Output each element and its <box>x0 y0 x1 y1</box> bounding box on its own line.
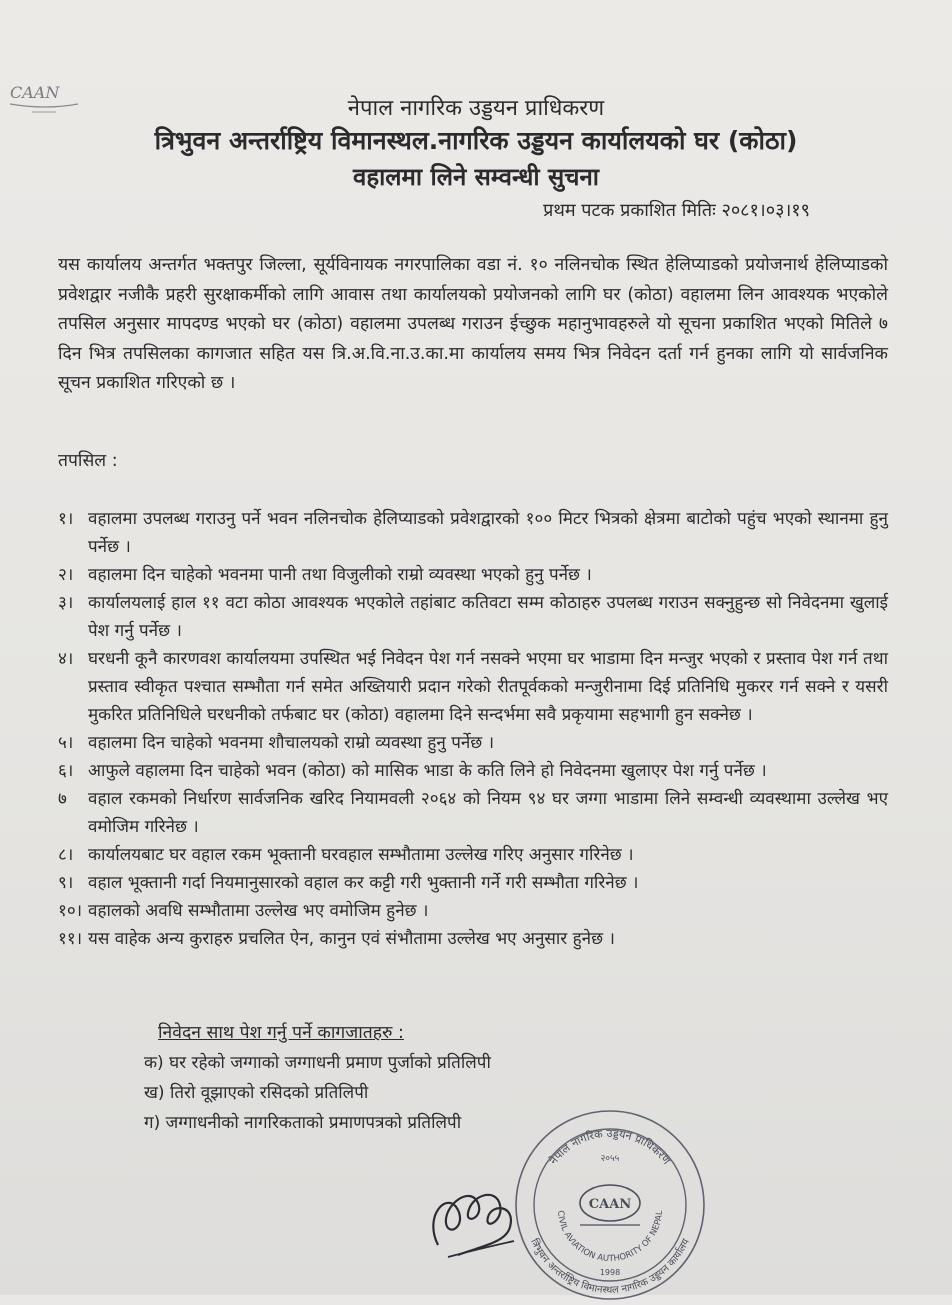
intro-paragraph: यस कार्यालय अन्तर्गत भक्तपुर जिल्ला, सूर्यविनायक नगरपालिका वडा नं. १० नलिनचोक स्थित हेलिप्याडको प्रयोजनार्थ हेलिप्याडको प्रवेशद्वार नजीकै प्रहरी सुरक्षाकर्मीको लागि आवास तथा कार्यालयको प्रयोजनको लागि घर (कोठा) वहालमा लिन आवश्यक भएकोले तपसिल अनुसार मापदण्ड भएको घर (कोठा) वहालमा उपलब्ध गराउन ईच्छुक महानुभावहरुले यो सूचना प्रकाशित भएको मितिले ७ दिन भित्र तपसिलका कागजात सहित यस त्रि.अ.वि.ना.उ.का.मा कार्यालय समय भित्र निवेदन दर्ता गर्न हुनका लागि यो सार्वजनिक सूचन प्रकाशित गरिएको छ । <box>58 255 888 393</box>
svg-text:नेपाल नागरिक उड्डयन प्राधिकरण: नेपाल नागरिक उड्डयन प्राधिकरण <box>546 1126 673 1168</box>
svg-text:२०५५: २०५५ <box>600 1154 620 1164</box>
document-item: ग) जग्गाधनीको नागरिकताको प्रमाणपत्रको प्रतिलिपी <box>144 1113 462 1133</box>
term-text: वहालको अवधि सम्भौतामा उल्लेख भए वमोजिम हुनेछ । <box>88 901 429 921</box>
term-item <box>58 645 888 729</box>
document-item: ख) तिरो वूझाएको रसिदको प्रतिलिपी <box>144 1083 369 1103</box>
org-name: नेपाल नागरिक उड्डयन प्राधिकरण <box>347 96 605 121</box>
svg-text:त्रिभुवन अन्तर्राष्ट्रिय विमान: त्रिभुवन अन्तर्राष्ट्रिय विमानस्थल नागरिक उड्डयन कार्यालय <box>528 1237 692 1297</box>
publish-date: प्रथम पटक प्रकाशित मितिः २०८१।०३।१९ <box>543 200 810 221</box>
term-number: १०। <box>58 901 83 921</box>
term-text: कार्यालयलाई हाल ११ वटा कोठा आवश्यक भएकोले तहांबाट कतिवटा सम्म कोठाहरु उपलब्ध गराउन सक्नुहुन्छ सो निवेदनमा खुलाई पेश गर्नु पर्नेछ । <box>88 593 888 641</box>
term-text: आफुले वहालमा दिन चाहेको भवन (कोठा) को मासिक भाडा के कति लिने हो निवेदनमा खुलाएर पेश गर्नु पर्नेछ । <box>88 761 767 781</box>
svg-text:CAAN: CAAN <box>588 1197 632 1212</box>
term-number: ३। <box>58 593 74 613</box>
term-text: वहाल भूक्तानी गर्दा नियमानुसारको वहाल कर कट्टी गरी भुक्तानी गर्ने गरी सम्भौता गरिनेछ । <box>88 873 639 893</box>
office-line: त्रिभुवन अन्तर्राष्ट्रिय विमानस्थल.नागरिक उड्डयन कार्यालयको घर (कोठा) <box>154 126 798 155</box>
details-label: तपसिल : <box>58 451 118 471</box>
term-text: वहालमा उपलब्ध गराउनु पर्ने भवन नलिनचोक हेलिप्याडको प्रवेशद्वारको १०० मिटर भित्रको क्षेत्रमा बाटोको पहुंच भएको स्थानमा हुनु पर्नेछ । <box>88 509 888 557</box>
term-number: ९। <box>58 873 74 893</box>
term-item <box>58 561 888 589</box>
svg-text:1998: 1998 <box>599 1268 621 1277</box>
term-text: घरधनी कूनै कारणवश कार्यालयमा उपस्थित भई निवेदन पेश गर्न नसक्ने भएमा घर भाडामा दिन मन्जुर भएको र प्रस्ताव पेश गर्न तथा प्रस्ताव स्वीकृत पश्चात सम्भौता गर्न समेत अख्तियारी प्रदान गरेको रीतपूर्वकको मन्जुरीनामा दिई प्रतिनिधि मुकरर गर्न सक्ने र यसरी मुकरित प्रतिनिधिले घरधनीको तर्फबाट घर (कोठा) वहालमा दिने सन्दर्भमा सवै प्रकृयामा सहभागी हुन सक्नेछ । <box>88 649 888 725</box>
term-text: वहालमा दिन चाहेको भवनमा पानी तथा विजुलीको राम्रो व्यवस्था भएको हुनु पर्नेछ । <box>88 565 592 585</box>
term-number: १। <box>58 509 74 529</box>
term-item <box>58 841 888 869</box>
terms-list <box>58 505 888 953</box>
svg-text:CIVIL AVIATION AUTHORITY OF NE: CIVIL AVIATION AUTHORITY OF NEPAL <box>554 1210 666 1265</box>
term-item <box>58 757 888 785</box>
term-number: ६। <box>58 761 74 781</box>
term-item <box>58 785 888 841</box>
documents-list <box>144 1048 491 1138</box>
term-number: ७ <box>58 789 67 809</box>
term-number: ८। <box>58 845 74 865</box>
notice-title: वहालमा लिने सम्वन्धी सुचना <box>352 163 599 191</box>
term-number: ४। <box>58 649 74 669</box>
svg-text:CAAN: CAAN <box>10 83 60 102</box>
term-item <box>58 589 888 645</box>
term-number: ११। <box>58 929 83 949</box>
term-number: २। <box>58 565 74 585</box>
term-text: वहाल रकमको निर्धारण सार्वजनिक खरिद नियामवली २०६४ को नियम ९४ घर जग्गा भाडामा लिने सम्वन्धी व्यवस्थामा उल्लेख भए वमोजिम गरिनेछ । <box>88 789 888 837</box>
term-item <box>58 505 888 561</box>
term-item <box>58 869 888 897</box>
term-item <box>58 925 888 953</box>
term-item <box>58 897 888 925</box>
term-text: वहालमा दिन चाहेको भवनमा शौचालयको राम्रो व्यवस्था हुनु पर्नेछ । <box>88 733 495 753</box>
term-text: यस वाहेक अन्य कुराहरु प्रचलित ऐन, कानुन एवं संभौतामा उल्लेख भए अनुसार हुनेछ । <box>88 929 615 949</box>
documents-heading: निवेदन साथ पेश गर्नु पर्ने कागजातहरु : <box>158 1023 404 1043</box>
document-item: क) घर रहेको जग्गाको जग्गाधनी प्रमाण पुर्जाको प्रतिलिपी <box>144 1053 491 1073</box>
term-text: कार्यालयबाट घर वहाल रकम भूक्तानी घरवहाल सम्भौतामा उल्लेख गरिए अनुसार गरिनेछ । <box>88 845 634 865</box>
official-seal <box>510 1105 710 1305</box>
term-item <box>58 729 888 757</box>
term-number: ५। <box>58 733 74 753</box>
